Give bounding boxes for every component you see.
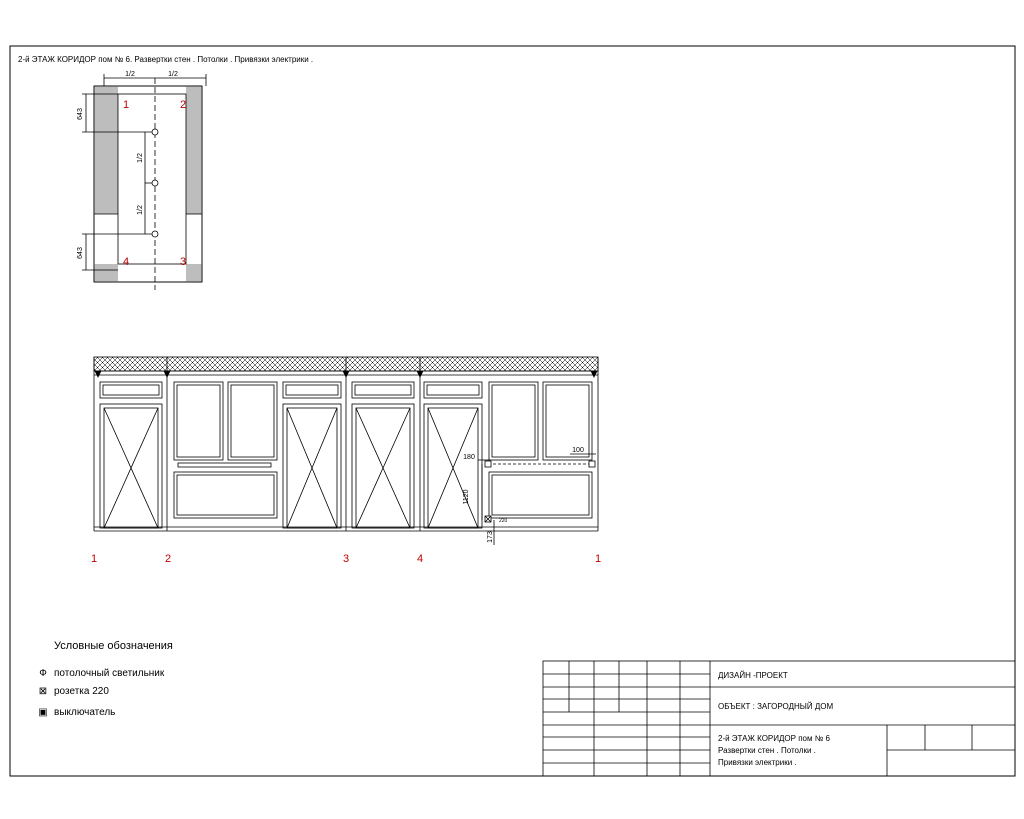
plan-corner-4: 4 bbox=[123, 256, 130, 268]
switch-icon bbox=[589, 461, 595, 467]
plan-dim-top-right: 1/2 bbox=[168, 71, 178, 78]
dim-173: 173 bbox=[487, 531, 494, 543]
legend-label: выключатель bbox=[54, 707, 116, 718]
wall-number-4: 4 bbox=[416, 553, 424, 565]
legend-label: потолочный светильник bbox=[54, 668, 165, 679]
legend-title: Условные обозначения bbox=[54, 640, 173, 652]
plan-corner-3: 3 bbox=[180, 256, 187, 268]
ceiling-light-icon bbox=[152, 231, 158, 237]
ceiling-light-icon bbox=[152, 180, 158, 186]
plan-corner-2: 2 bbox=[180, 99, 187, 111]
title-block-sheet-line3: Привязки электрики . bbox=[718, 758, 797, 767]
legend-item-ceiling-light bbox=[38, 668, 164, 679]
ceiling-light-icon: Ф bbox=[39, 668, 47, 679]
plan-dim-643-top: 643 bbox=[77, 108, 84, 120]
wall-number-1: 1 bbox=[90, 553, 98, 565]
dim-100: 100 bbox=[572, 447, 584, 454]
title-block-project: ДИЗАЙН -ПРОЕКТ bbox=[718, 671, 788, 680]
dim-180: 180 bbox=[463, 454, 475, 461]
wall-number-2: 2 bbox=[164, 553, 172, 565]
legend-item-socket bbox=[38, 686, 109, 697]
wall-elevation bbox=[94, 357, 598, 545]
plan-dim-top-left: 1/2 bbox=[125, 71, 135, 78]
switch-icon bbox=[485, 461, 491, 467]
plan-corner-1: 1 bbox=[123, 99, 130, 111]
title-block-sheet-line2: Развертки стен . Потолки . bbox=[718, 746, 816, 755]
dim-1120: 1120 bbox=[463, 489, 470, 505]
dim-220: 220 bbox=[499, 518, 508, 524]
legend-item-switch bbox=[38, 707, 115, 718]
plan-dim-inner-bottom: 1/2 bbox=[137, 205, 144, 215]
plan-view bbox=[82, 74, 206, 290]
title-block-sheet-line1: 2-й ЭТАЖ КОРИДОР пом № 6 bbox=[718, 734, 830, 743]
ceiling-light-icon bbox=[152, 129, 158, 135]
wall-number-3: 3 bbox=[342, 553, 350, 565]
socket-icon: ⊠ bbox=[38, 686, 48, 697]
wall-number-1-end: 1 bbox=[594, 553, 602, 565]
sheet-title: 2-й ЭТАЖ КОРИДОР пом № 6. Развертки стен . Потолки . Привязки электрики . bbox=[18, 55, 314, 64]
plan-dim-643-bottom: 643 bbox=[77, 247, 84, 259]
switch-icon: ▣ bbox=[38, 707, 48, 718]
title-block-object: ОБЪЕКТ : ЗАГОРОДНЫЙ ДОМ bbox=[718, 702, 834, 711]
plan-dim-inner-top: 1/2 bbox=[137, 153, 144, 163]
legend-label: розетка 220 bbox=[54, 686, 109, 697]
